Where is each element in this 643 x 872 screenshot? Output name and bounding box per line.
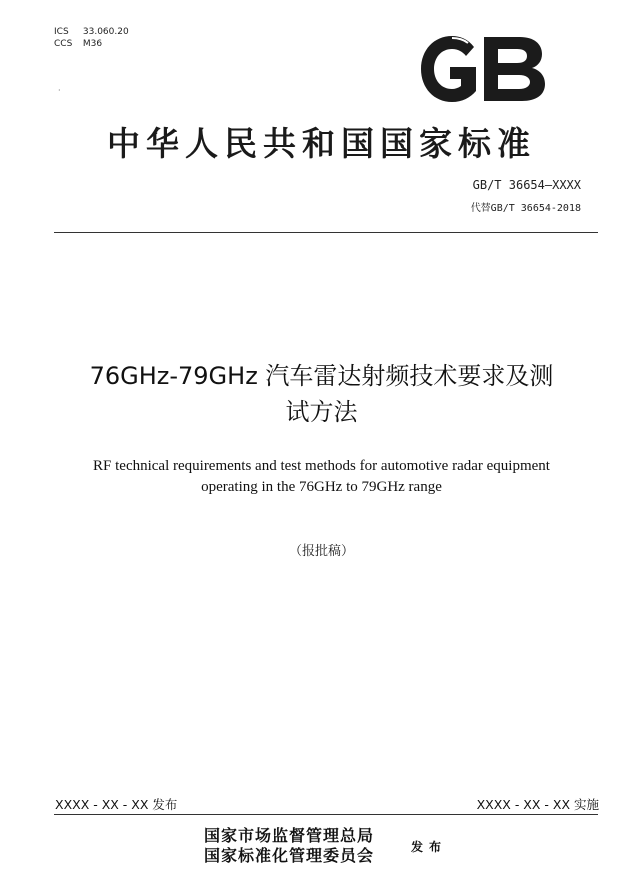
authority-samr: 国家市场监督管理总局 bbox=[204, 826, 375, 845]
chinese-title-line-1: 76GHz-79GHz 汽车雷达射频技术要求及测 bbox=[89, 362, 554, 390]
issuing-authorities bbox=[204, 826, 374, 866]
issue-date: XXXX - XX - XX 发布 bbox=[55, 797, 178, 812]
english-title-line-1: RF technical requirements and test methods for automotive radar equipment bbox=[93, 458, 550, 474]
stray-mark: · bbox=[58, 86, 61, 95]
classification-block bbox=[54, 26, 129, 50]
english-title-line-2: operating in the 76GHz to 79GHz range bbox=[201, 479, 442, 495]
replaces-standard: 代替GB/T 36654-2018 bbox=[470, 203, 581, 214]
ccs-label: CCS bbox=[54, 39, 73, 49]
authority-sac: 国家标准化管理委员会 bbox=[204, 846, 375, 865]
chinese-title bbox=[40, 358, 603, 430]
ccs-row bbox=[54, 38, 129, 50]
gb-logo-g bbox=[421, 36, 476, 102]
draft-status: （报批稿） bbox=[288, 544, 354, 559]
english-title bbox=[40, 456, 603, 498]
gb-logo-b bbox=[484, 37, 545, 101]
chinese-title-line-2: 试方法 bbox=[285, 398, 358, 426]
implementation-date: XXXX - XX - XX 实施 bbox=[476, 797, 599, 812]
standard-code: GB/T 36654—XXXX bbox=[472, 178, 581, 192]
ics-value: 33.060.20 bbox=[82, 27, 129, 37]
ics-row bbox=[54, 26, 129, 38]
ics-label: ICS bbox=[54, 27, 69, 37]
ccs-value: M36 bbox=[82, 39, 103, 49]
publish-label: 发布 bbox=[411, 840, 448, 854]
footer-divider bbox=[54, 814, 598, 815]
standard-type-title: 中华人民共和国国家标准 bbox=[107, 124, 536, 163]
header-divider bbox=[54, 232, 598, 233]
gb-logo bbox=[416, 33, 548, 105]
